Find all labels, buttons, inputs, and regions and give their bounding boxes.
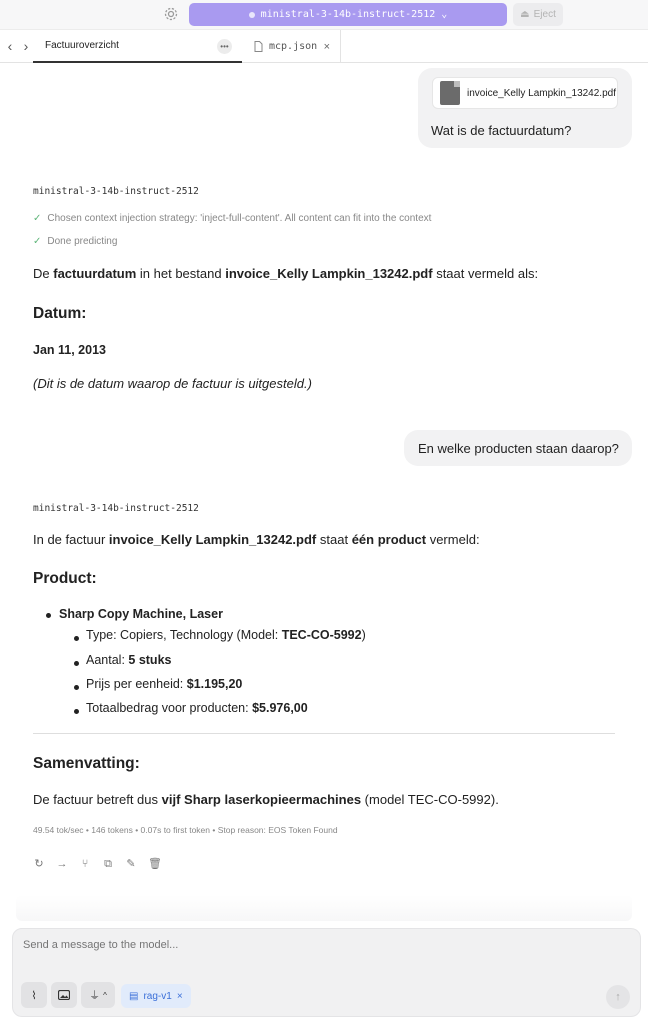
date-note: (Dit is de datum waarop de factuur is uitgesteld.) bbox=[33, 376, 312, 391]
divider bbox=[33, 733, 615, 734]
product-name: Sharp Copy Machine, Laser bbox=[59, 607, 223, 621]
assistant-paragraph: In de factuur invoice_Kelly Lampkin_13242.pdf staat één product vermeld: bbox=[33, 532, 480, 547]
product-detail: Prijs per eenheid: $1.195,20 bbox=[86, 677, 243, 691]
attach-image-button[interactable] bbox=[51, 982, 77, 1008]
product-detail: Totaalbedrag voor producten: $5.976,00 bbox=[86, 701, 308, 715]
assistant-model-name: ministral-3-14b-instruct-2512 bbox=[33, 503, 199, 514]
list-bullet bbox=[74, 661, 79, 666]
chevron-down-icon: ⌄ bbox=[441, 9, 448, 20]
image-icon bbox=[58, 990, 70, 1000]
eject-button[interactable] bbox=[513, 3, 563, 26]
status-text: Done predicting bbox=[47, 236, 118, 247]
list-bullet bbox=[74, 636, 79, 641]
message-composer bbox=[12, 928, 641, 1017]
regenerate-icon[interactable]: ↻ bbox=[34, 858, 44, 870]
document-icon: ▤ bbox=[129, 990, 139, 1002]
arrow-up-icon: ↑ bbox=[615, 991, 621, 1003]
plug-icon: ⏚ bbox=[89, 990, 101, 1002]
status-line bbox=[33, 236, 117, 247]
back-arrow-icon[interactable]: ‹ bbox=[7, 38, 13, 54]
assistant-paragraph: De factuurdatum in het bestand invoice_Kelly Lampkin_13242.pdf staat vermeld als: bbox=[33, 266, 539, 281]
model-selector[interactable] bbox=[189, 3, 507, 26]
tab-factuuroverzicht[interactable] bbox=[33, 30, 242, 63]
check-icon: ✓ bbox=[33, 213, 42, 224]
close-icon[interactable]: × bbox=[176, 990, 183, 1002]
forward-arrow-icon[interactable]: › bbox=[23, 38, 29, 54]
assistant-model-name: ministral-3-14b-instruct-2512 bbox=[33, 186, 199, 197]
section-heading: Samenvatting: bbox=[33, 755, 140, 772]
list-bullet bbox=[74, 685, 79, 690]
status-line bbox=[33, 213, 431, 224]
file-icon bbox=[254, 41, 263, 52]
model-status-icon bbox=[249, 12, 255, 18]
more-options-icon[interactable]: ••• bbox=[217, 39, 232, 54]
message-input[interactable] bbox=[23, 939, 623, 951]
continue-arrow-icon[interactable]: → bbox=[56, 858, 68, 870]
section-heading: Product: bbox=[33, 570, 97, 587]
user-message-text: En welke producten staan daarop? bbox=[418, 441, 619, 456]
section-heading: Datum: bbox=[33, 305, 87, 322]
check-icon: ✓ bbox=[33, 236, 42, 247]
attach-file-button[interactable] bbox=[21, 982, 47, 1008]
close-icon[interactable]: × bbox=[323, 40, 330, 53]
branch-icon[interactable]: ⑂ bbox=[81, 858, 89, 870]
status-text: Chosen context injection strategy: 'inject-full-content'. All content can fit into the context bbox=[47, 213, 432, 224]
paperclip-icon: ⌇ bbox=[31, 989, 37, 1002]
eject-label: Eject bbox=[533, 9, 556, 20]
chevron-up-icon: ^ bbox=[103, 990, 107, 1000]
gear-icon[interactable] bbox=[163, 6, 179, 22]
rag-plugin-chip[interactable] bbox=[121, 984, 191, 1008]
list-bullet bbox=[74, 709, 79, 714]
eject-icon: ⏏ bbox=[520, 9, 530, 20]
message-actions bbox=[33, 857, 160, 871]
copy-icon[interactable]: ⧉ bbox=[104, 858, 112, 870]
attachment-filename: invoice_Kelly Lampkin_13242.pdf bbox=[467, 87, 616, 99]
integrations-button[interactable] bbox=[81, 982, 115, 1008]
summary-paragraph: De factuur betreft dus vijf Sharp laserkopieermachines (model TEC-CO-5992). bbox=[33, 792, 499, 807]
user-message-text: Wat is de factuurdatum? bbox=[431, 123, 572, 138]
list-bullet bbox=[46, 613, 51, 618]
rag-chip-label: rag-v1 bbox=[143, 990, 172, 1002]
send-button[interactable] bbox=[606, 985, 630, 1009]
tab-label: mcp.json bbox=[269, 41, 318, 52]
product-detail: Aantal: 5 stuks bbox=[86, 653, 172, 667]
date-value: Jan 11, 2013 bbox=[33, 343, 106, 357]
pdf-file-icon bbox=[440, 81, 460, 105]
attachment-chip[interactable] bbox=[432, 77, 618, 109]
tab-bar bbox=[0, 30, 648, 63]
product-detail: Type: Copiers, Technology (Model: TEC-CO-5992) bbox=[86, 628, 366, 642]
top-bar bbox=[0, 0, 648, 30]
scroll-fade bbox=[16, 895, 632, 921]
generation-stats: 49.54 tok/sec • 146 tokens • 0.07s to first token • Stop reason: EOS Token Found bbox=[33, 825, 338, 835]
delete-icon[interactable]: 🗑 bbox=[148, 858, 162, 870]
model-selector-label: ministral-3-14b-instruct-2512 bbox=[260, 9, 436, 20]
tab-label: Factuuroverzicht bbox=[45, 40, 119, 51]
tab-mcp-json[interactable] bbox=[244, 30, 341, 63]
edit-icon[interactable]: ✎ bbox=[126, 858, 136, 870]
